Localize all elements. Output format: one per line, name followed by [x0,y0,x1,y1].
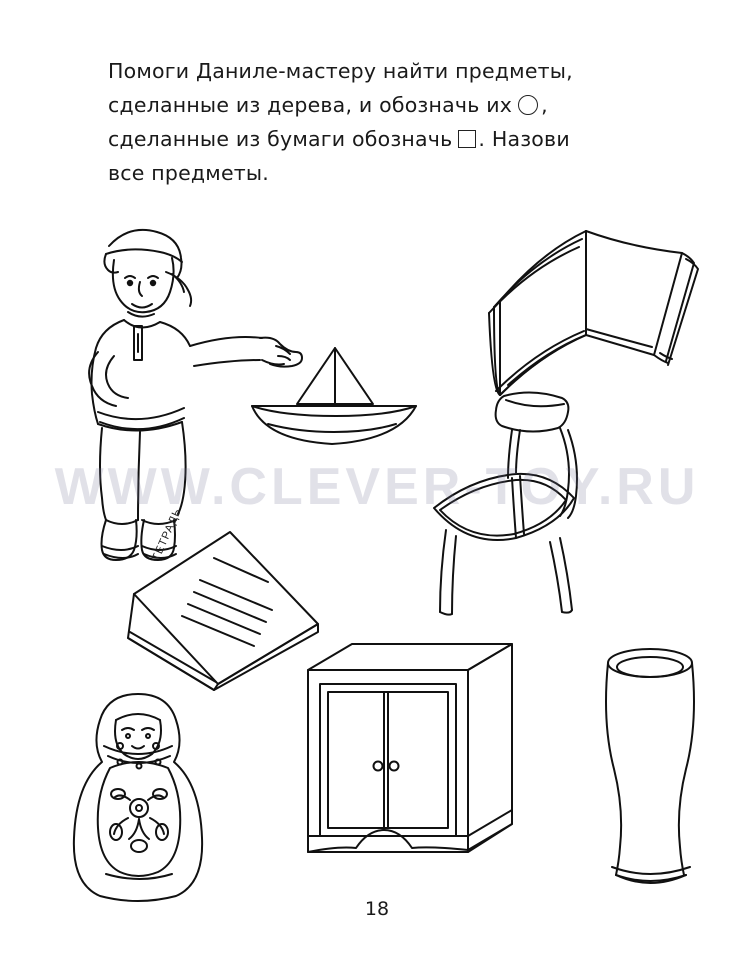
square-symbol-icon [458,130,476,148]
circle-symbol-icon [518,95,538,115]
instruction-line-3-text: сделанные из бумаги обозначь [108,127,453,151]
page-number: 18 [364,898,390,920]
instruction-line-1 [108,54,668,88]
instruction-line-2-text: сделанные из дерева, и обозначь их [108,93,513,117]
instruction-line-2 [108,88,668,122]
instruction-line-4 [108,156,668,190]
notebook-label: ТЕТРАДЬ [150,506,185,563]
watermark: WWW.CLEVER-TOY.RU [54,458,700,516]
illustration-vase [586,645,716,895]
instruction-line-4-text: все предметы. [108,161,270,185]
illustration-matryoshka [60,690,220,900]
instruction-line-3 [108,122,668,156]
instruction-line-1-text: Помоги Даниле-мастеру найти предметы, [108,59,573,83]
instruction-line-2-tail: , [541,93,548,117]
instruction-text [108,54,668,190]
illustration-book [480,205,710,395]
instruction-line-3-tail: . Назови [478,127,570,151]
illustration-cabinet [300,640,520,880]
illustration-chair [400,382,610,632]
